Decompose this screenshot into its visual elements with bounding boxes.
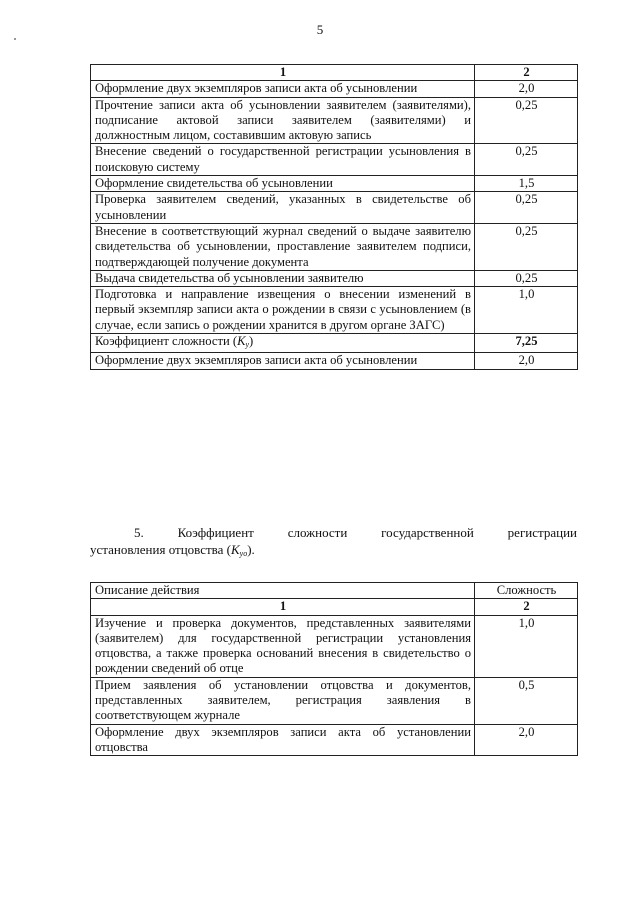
table-title-row — [91, 583, 578, 599]
complexity-value: 1,0 — [475, 287, 578, 334]
table-row — [91, 176, 578, 192]
action-description: Подготовка и направление извещения о внесении изменений в первый экземпляр записи акта о рождении в связи с усыновлением (в случае, если запись о рождении хранится в другом органе ЗАГС) — [91, 287, 475, 334]
action-description: Оформление свидетельства об усыновлении — [91, 176, 475, 192]
complexity-value: 0,25 — [475, 144, 578, 176]
action-description: Прочтение записи акта об усыновлении заявителем (заявителями), подписание актовой записи заявителем (заявителями) и должностным лицом, составившим актовую запись — [91, 97, 475, 144]
table-row — [91, 97, 578, 144]
action-description: Внесение в соответствующий журнал сведений о выдаче заявителю свидетельства об усыновлении, проставление заявителем подписи, подтверждающей получение документа — [91, 223, 475, 270]
action-description: Оформление двух экземпляров записи акта об усыновлении — [91, 81, 475, 97]
section-5-line-1: 5. Коэффициент сложности государственной регистрации — [134, 525, 577, 540]
complexity-value: 0,25 — [475, 270, 578, 286]
column-number-2: 2 — [475, 599, 578, 615]
action-description: Изучение и проверка документов, представленных заявителями (заявителем) для государственной регистрации установления отцовства, а также проверка оснований внесения в свидетельство о рождении сведений об отце — [91, 615, 475, 677]
action-description: Оформление двух экземпляров записи акта об усыновлении — [91, 353, 475, 369]
complexity-value: 0,25 — [475, 223, 578, 270]
complexity-value: 2,0 — [475, 81, 578, 97]
table-row — [91, 223, 578, 270]
column-number-1: 1 — [91, 599, 475, 615]
column-title-description: Описание действия — [91, 583, 475, 599]
complexity-value: 2,0 — [475, 724, 578, 756]
section-5-heading — [90, 524, 577, 562]
table-header-row — [91, 599, 578, 615]
action-description: Проверка заявителем сведений, указанных в свидетельстве об усыновлении — [91, 192, 475, 224]
section-5-line-2: установления отцовства $(К_{уо})$. — [90, 542, 255, 558]
complexity-value: 0,25 — [475, 97, 578, 144]
scan-speck — [14, 38, 16, 40]
table-row — [91, 192, 578, 224]
table-row — [91, 615, 578, 677]
complexity-value: 2,0 — [475, 353, 578, 369]
action-description: Выдача свидетельства об усыновлении заявителю — [91, 270, 475, 286]
complexity-value: 1,5 — [475, 176, 578, 192]
table-row — [91, 353, 578, 369]
column-number-2: 2 — [475, 65, 578, 81]
table-header-row — [91, 65, 578, 81]
complexity-value: 0,5 — [475, 677, 578, 724]
complexity-value: 0,25 — [475, 192, 578, 224]
coefficient-value: 7,25 — [475, 334, 578, 353]
table-row — [91, 287, 578, 334]
action-description: Внесение сведений о государственной регистрации усыновления в поисковую систему — [91, 144, 475, 176]
table-row — [91, 677, 578, 724]
table-row — [91, 144, 578, 176]
coefficient-label: Коэффициент сложности $(К_у)$ — [91, 334, 475, 353]
adoption-complexity-table — [90, 64, 578, 370]
complexity-value: 1,0 — [475, 615, 578, 677]
action-description: Прием заявления об установлении отцовства и документов, представленных заявителем, регистрация заявления в соответствующем журнале — [91, 677, 475, 724]
action-description: Оформление двух экземпляров записи акта об установлении отцовства — [91, 724, 475, 756]
coefficient-row — [91, 334, 578, 353]
table-row — [91, 81, 578, 97]
column-title-complexity: Сложность — [475, 583, 578, 599]
page-number: 5 — [316, 22, 324, 37]
column-number-1: 1 — [91, 65, 475, 81]
paternity-complexity-table — [90, 582, 578, 756]
table-row — [91, 270, 578, 286]
table-row — [91, 724, 578, 756]
